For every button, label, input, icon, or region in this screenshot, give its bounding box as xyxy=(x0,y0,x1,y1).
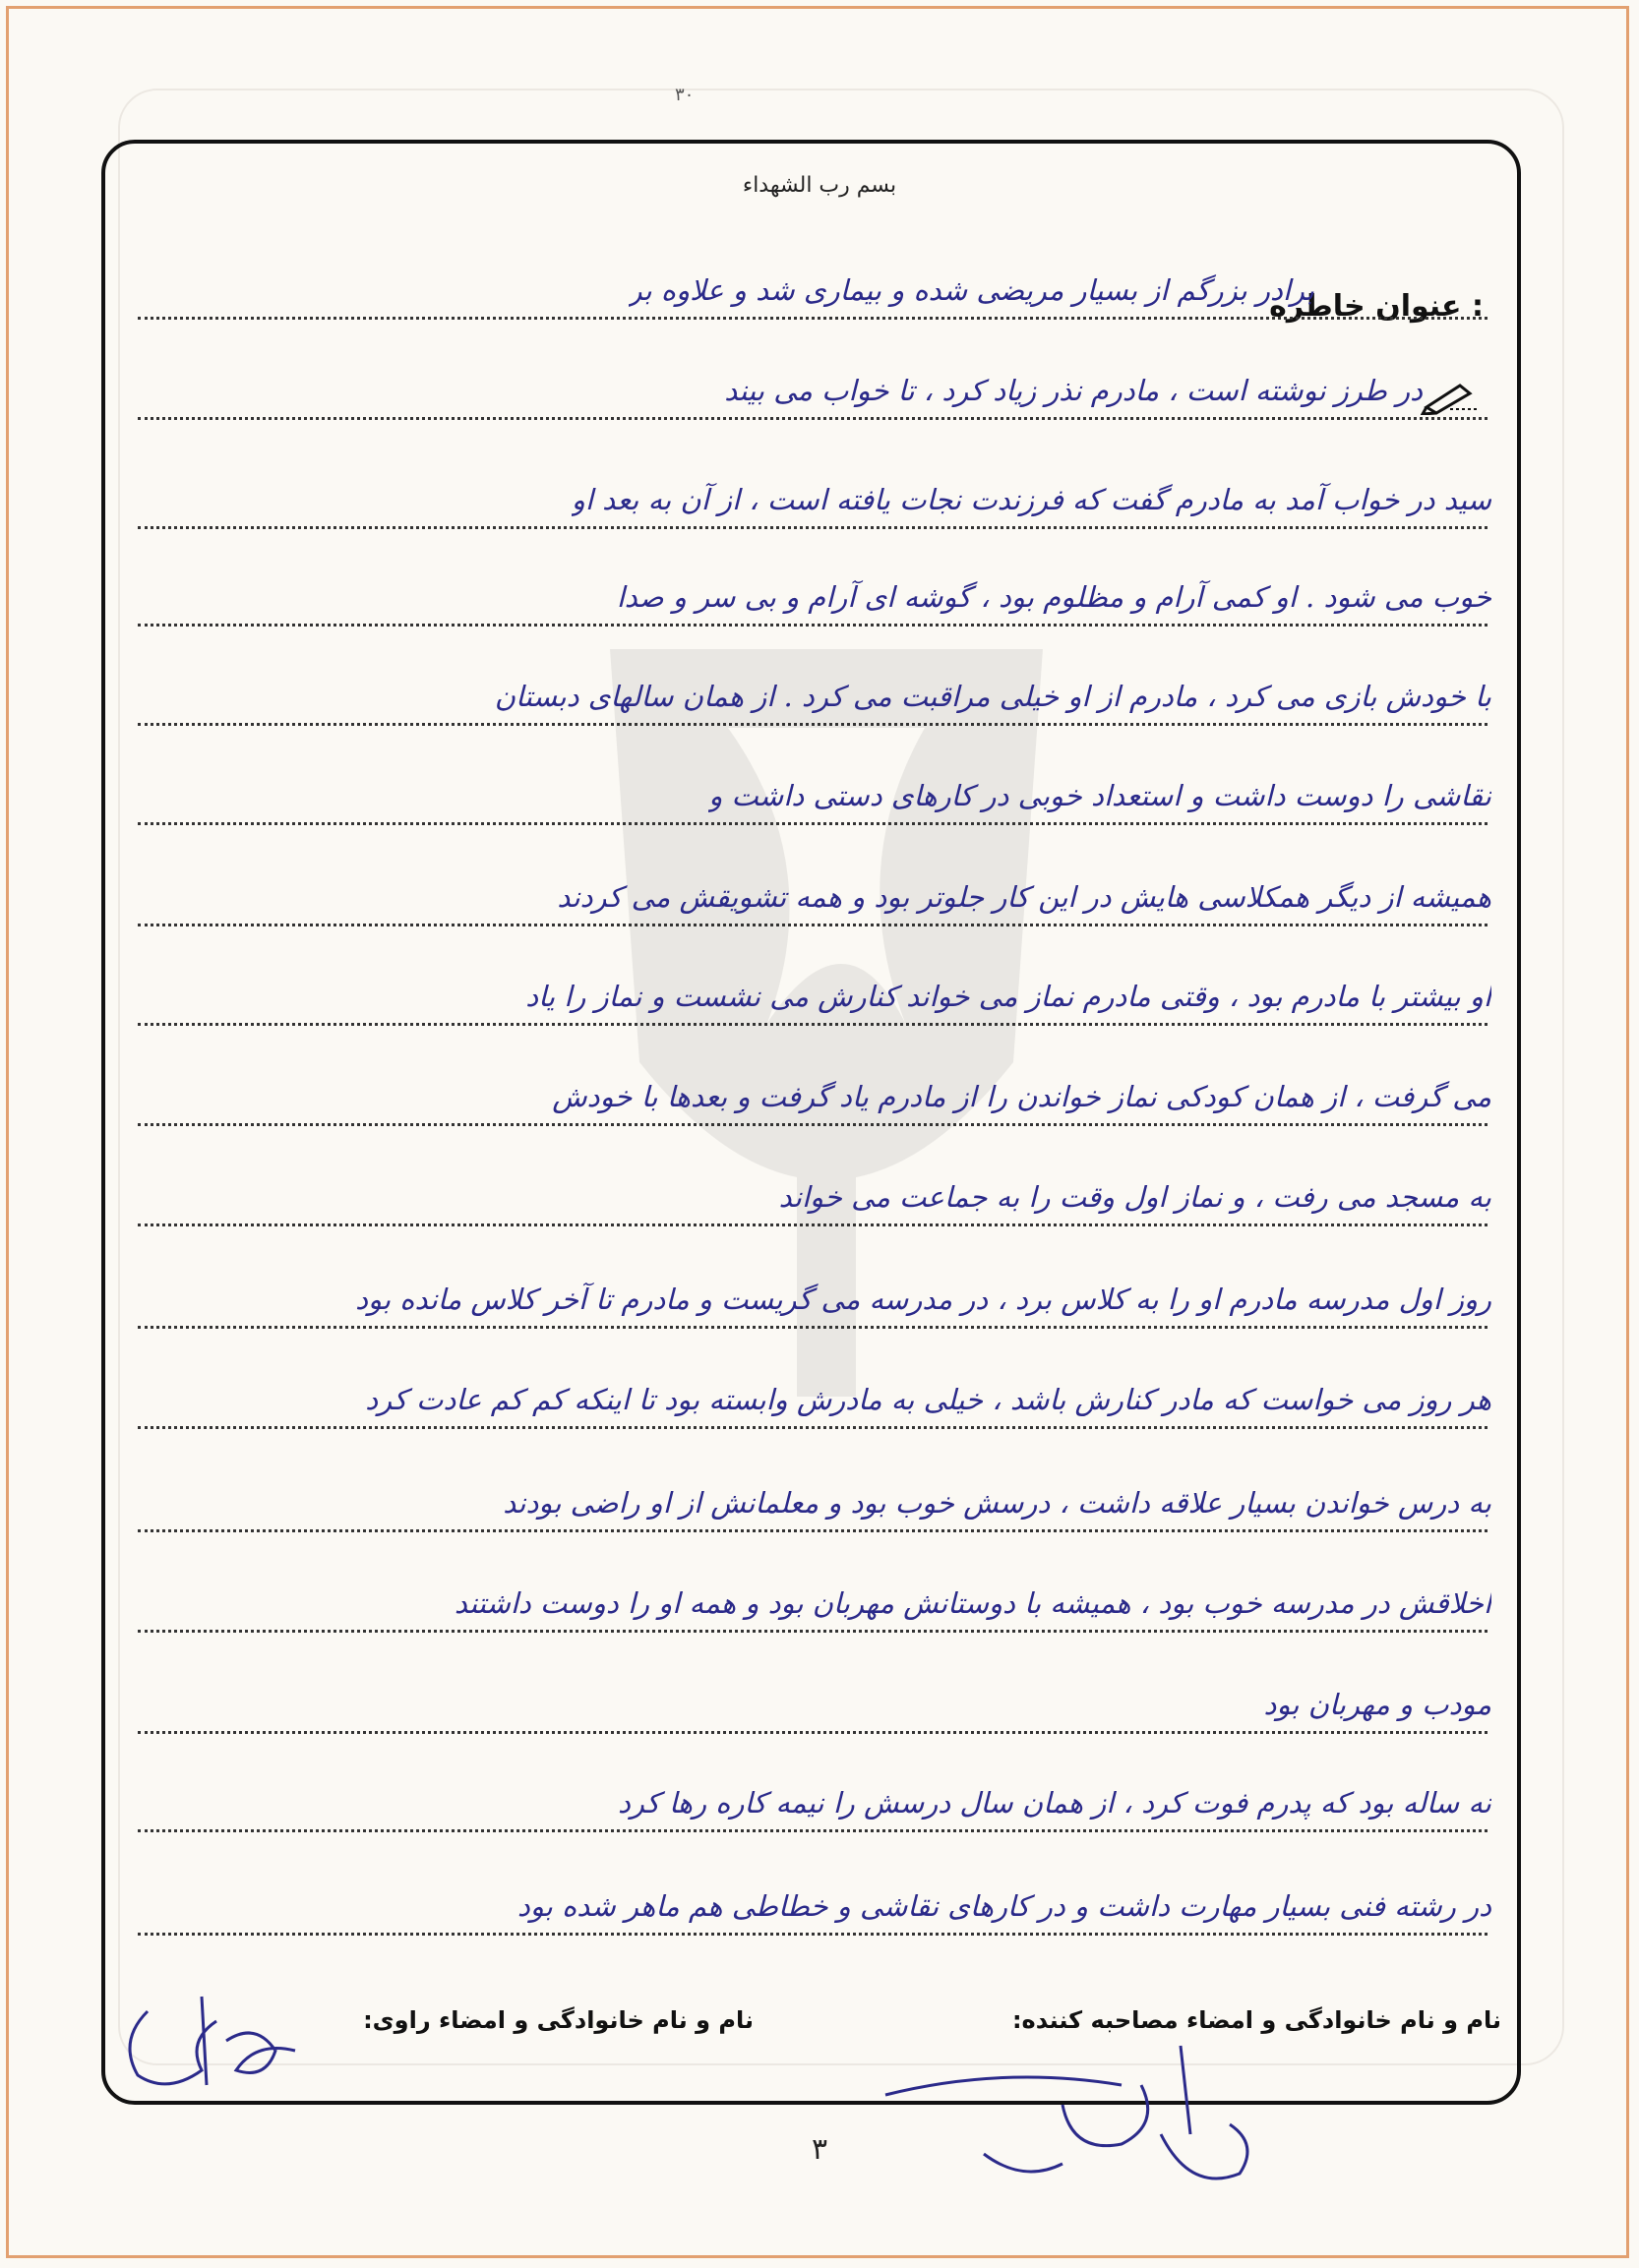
dotted-writing-line xyxy=(138,1529,1487,1532)
dotted-writing-line xyxy=(138,317,1487,320)
handwritten-line: با خودش بازی می کرد ، مادرم از او خیلی مراقبت می کرد . از همان سالهای دبستان xyxy=(494,680,1491,713)
handwritten-line: او بیشتر با مادرم بود ، وقتی مادرم نماز می خواند کنارش می نشست و نماز را یاد xyxy=(525,980,1491,1013)
handwritten-line: همیشه از دیگر همکلاسی هایش در این کار جلوتر بود و همه تشویقش می کردند xyxy=(557,880,1491,914)
handwritten-line: در طرز نوشته است ، مادرم نذر زیاد کرد ، تا خواب می بیند xyxy=(724,374,1423,407)
handwritten-line: خوب می شود . او کمی آرام و مظلوم بود ، گوشه ای آرام و بی سر و صدا xyxy=(616,580,1491,614)
interviewer-signature-label: نام و نام خانوادگی و امضاء مصاحبه کننده: xyxy=(1011,2006,1501,2034)
page-number: ۳ xyxy=(811,2132,828,2167)
handwritten-line: اخلاقش در مدرسه خوب بود ، همیشه با دوستانش مهربان بود و همه او را دوست داشتند xyxy=(454,1586,1491,1620)
handwritten-line: روز اول مدرسه مادرم او را به کلاس برد ، در مدرسه می گریست و مادرم تا آخر کلاس مانده بود xyxy=(355,1283,1491,1316)
dotted-writing-line xyxy=(138,1426,1487,1429)
dotted-writing-line xyxy=(138,526,1487,529)
handwritten-line: نه ساله بود که پدرم فوت کرد ، از همان سال درسش را نیمه کاره رها کرد xyxy=(618,1786,1491,1820)
memoir-title-label: عنوان خاطره : xyxy=(1269,289,1484,324)
handwritten-line: هر روز می خواست که مادر کنارش باشد ، خیلی به مادرش وابسته بود تا اینکه کم کم عادت کرد xyxy=(365,1383,1491,1416)
handwritten-line: مودب و مهربان بود xyxy=(1263,1688,1491,1721)
interviewer-signature-icon xyxy=(866,2026,1279,2223)
dotted-writing-line xyxy=(138,1326,1487,1329)
dotted-writing-line xyxy=(138,624,1487,627)
dotted-writing-line xyxy=(138,1123,1487,1126)
narrator-signature-icon xyxy=(108,1982,305,2100)
corner-page-mark: ٣٠ xyxy=(675,85,695,105)
handwritten-line: می گرفت ، از همان کودکی نماز خواندن را از مادرم یاد گرفت و بعدها با خودش xyxy=(552,1080,1491,1113)
handwritten-line: به مسجد می رفت ، و نماز اول وقت را به جماعت می خواند xyxy=(778,1180,1491,1214)
dotted-writing-line xyxy=(138,417,1487,420)
handwritten-line: نقاشی را دوست داشت و استعداد خوبی در کارهای دستی داشت و xyxy=(708,779,1491,812)
dotted-writing-line xyxy=(138,822,1487,825)
handwritten-line: سید در خواب آمد به مادرم گفت که فرزندت نجات یافته است ، از آن به بعد او xyxy=(571,483,1491,516)
dotted-writing-line xyxy=(138,1829,1487,1832)
dotted-writing-line xyxy=(138,723,1487,726)
dotted-writing-line xyxy=(138,1023,1487,1026)
dotted-writing-line xyxy=(138,1731,1487,1734)
handwritten-line: برادر بزرگم از بسیار مریضی شده و بیماری شد و علاوه بر xyxy=(628,273,1314,307)
dotted-writing-line xyxy=(138,1933,1487,1936)
narrator-signature-label: نام و نام خانوادگی و امضاء راوی: xyxy=(363,2006,754,2034)
handwritten-line: به درس خواندن بسیار علاقه داشت ، درسش خوب بود و معلمانش از او راضی بودند xyxy=(503,1486,1491,1520)
dotted-writing-line xyxy=(138,1224,1487,1226)
dotted-writing-line xyxy=(138,1630,1487,1633)
dotted-writing-line xyxy=(138,924,1487,926)
pen-writing-icon xyxy=(1421,380,1482,415)
handwritten-line: در رشته فنی بسیار مهارت داشت و در کارهای نقاشی و خطاطی هم ماهر شده بود xyxy=(516,1889,1491,1923)
page-header-title: بسم رب الشهداء xyxy=(742,173,897,198)
